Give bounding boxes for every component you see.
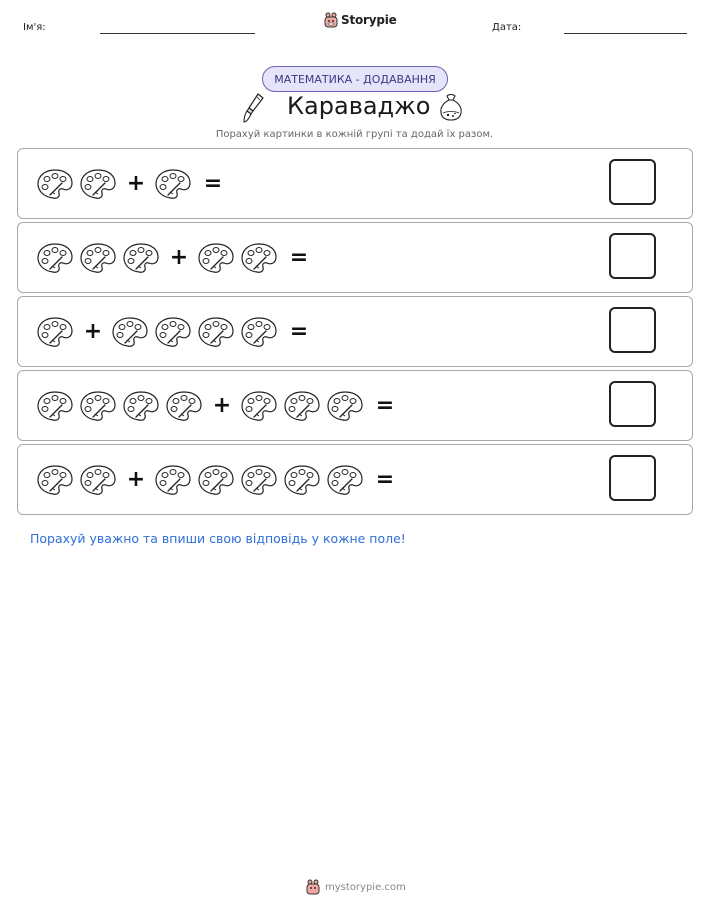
problem-items — [36, 371, 403, 440]
problem-items — [36, 223, 317, 292]
storypie-logo-icon — [306, 879, 320, 895]
plus-sign: + — [83, 318, 103, 344]
plus-sign: + — [126, 466, 146, 492]
name-line[interactable] — [100, 33, 255, 34]
plus-sign: + — [212, 392, 232, 418]
answer-box[interactable] — [609, 233, 656, 279]
palette-icon — [122, 389, 160, 423]
palette-icon — [111, 315, 149, 349]
palette-icon — [240, 241, 278, 275]
palette-icon — [36, 463, 74, 497]
palette-icon — [197, 315, 235, 349]
plus-sign: + — [169, 244, 189, 270]
palette-icon — [79, 389, 117, 423]
problem-row — [17, 296, 693, 367]
problem-items — [36, 445, 403, 514]
date-line[interactable] — [564, 33, 687, 34]
palette-icon — [36, 241, 74, 275]
answer-box[interactable] — [609, 381, 656, 427]
footer-brand — [306, 879, 406, 895]
instruction-note: Порахуй уважно та впиши свою відповідь у кожне поле! — [30, 531, 406, 546]
palette-icon — [122, 241, 160, 275]
palette-icon — [79, 167, 117, 201]
footer-url[interactable]: mystorypie.com — [325, 881, 406, 893]
palette-icon — [283, 389, 321, 423]
palette-icon — [240, 463, 278, 497]
palette-icon — [79, 241, 117, 275]
palette-icon — [165, 389, 203, 423]
palette-icon — [326, 389, 364, 423]
problem-row — [17, 444, 693, 515]
palette-icon — [240, 389, 278, 423]
date-label: Дата: — [492, 22, 522, 33]
equals-sign: = — [289, 244, 309, 270]
palette-icon — [154, 167, 192, 201]
subject-badge: МАТЕМАТИКА - ДОДАВАННЯ — [262, 66, 448, 92]
brand-name: Storypie — [341, 13, 397, 27]
bag-icon — [439, 93, 463, 121]
answer-box[interactable] — [609, 159, 656, 205]
palette-icon — [36, 167, 74, 201]
palette-icon — [154, 315, 192, 349]
palette-icon — [36, 389, 74, 423]
palette-icon — [154, 463, 192, 497]
palette-icon — [240, 315, 278, 349]
instructions-subtitle: Порахуй картинки в кожній групі та додай їх разом. — [215, 129, 494, 140]
palette-icon — [197, 241, 235, 275]
problem-row — [17, 148, 693, 219]
equals-sign: = — [203, 170, 223, 196]
storypie-logo-icon — [324, 12, 338, 28]
equals-sign: = — [375, 466, 395, 492]
palette-icon — [36, 315, 74, 349]
equals-sign: = — [289, 318, 309, 344]
problem-items — [36, 149, 231, 218]
palette-icon — [79, 463, 117, 497]
problem-row — [17, 222, 693, 293]
page-title: Караваджо — [287, 92, 431, 120]
name-label: Ім'я: — [23, 22, 46, 33]
plus-sign: + — [126, 170, 146, 196]
paintbrush-icon — [243, 92, 265, 124]
palette-icon — [283, 463, 321, 497]
palette-icon — [197, 463, 235, 497]
palette-icon — [326, 463, 364, 497]
answer-box[interactable] — [609, 307, 656, 353]
brand-logo — [324, 12, 397, 28]
problem-row — [17, 370, 693, 441]
problem-items — [36, 297, 317, 366]
equals-sign: = — [375, 392, 395, 418]
title-row — [0, 92, 709, 126]
answer-box[interactable] — [609, 455, 656, 501]
